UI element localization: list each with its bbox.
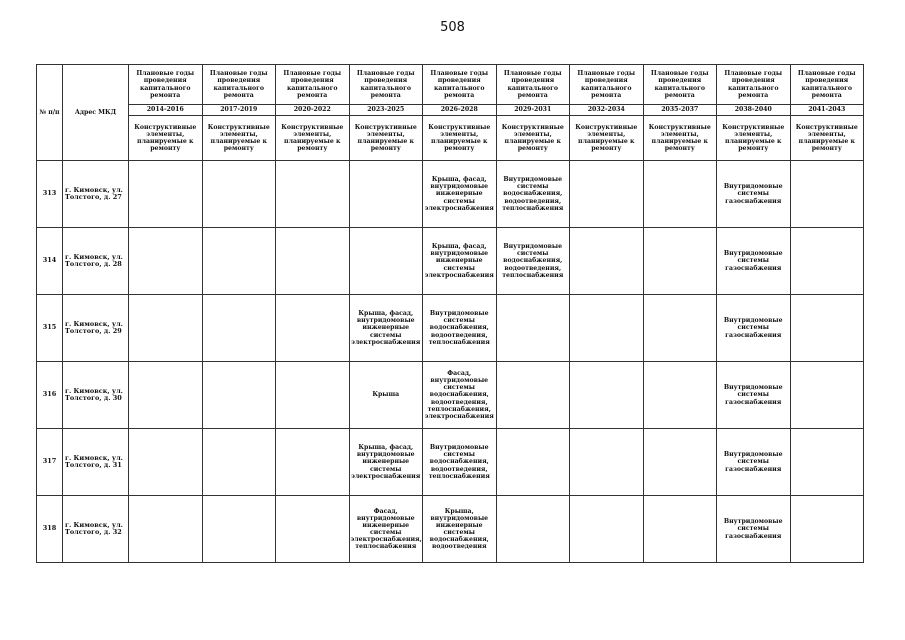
header-elements-label: Конструктивные элементы, планируемые к ремонту	[790, 116, 864, 161]
header-period-years: 2029-2031	[496, 105, 570, 116]
repair-elements-cell	[570, 362, 644, 429]
header-elements-label: Конструктивные элементы, планируемые к ремонту	[202, 116, 276, 161]
repair-elements-cell: Внутридомовые системы водоснабжения, водоотведения, теплоснабжения	[496, 161, 570, 228]
header-period-years: 2041-2043	[790, 105, 864, 116]
repair-elements-cell	[790, 429, 864, 496]
repair-elements-cell	[276, 496, 350, 563]
header-elements-label: Конструктивные элементы, планируемые к ремонту	[349, 116, 423, 161]
header-period-years: 2023-2025	[349, 105, 423, 116]
repair-elements-cell	[276, 429, 350, 496]
row-number: 316	[37, 362, 63, 429]
repair-elements-cell: Крыша	[349, 362, 423, 429]
table-row	[37, 161, 864, 228]
header-period-years: 2014-2016	[129, 105, 203, 116]
header-period-title: Плановые годы проведения капитального ремонта	[717, 65, 791, 105]
repair-elements-cell	[129, 295, 203, 362]
repair-elements-cell	[276, 228, 350, 295]
header-elements-label: Конструктивные элементы, планируемые к ремонту	[129, 116, 203, 161]
header-period-title: Плановые годы проведения капитального ремонта	[129, 65, 203, 105]
repair-elements-cell: Внутридомовые системы газоснабжения	[717, 362, 791, 429]
repair-elements-cell	[570, 295, 644, 362]
header-elements-label: Конструктивные элементы, планируемые к ремонту	[496, 116, 570, 161]
repair-elements-cell	[129, 228, 203, 295]
repair-elements-cell	[129, 362, 203, 429]
row-address: г. Кимовск, ул. Толстого, д. 27	[63, 161, 129, 228]
repair-elements-cell	[496, 295, 570, 362]
repair-elements-cell: Крыша, фасад, внутридомовые инженерные системы электроснабжения	[349, 429, 423, 496]
repair-elements-cell: Внутридомовые системы газоснабжения	[717, 496, 791, 563]
repair-elements-cell	[202, 362, 276, 429]
repair-elements-cell	[349, 228, 423, 295]
repair-elements-cell	[129, 496, 203, 563]
repair-elements-cell: Фасад, внутридомовые инженерные системы электроснабжения, теплоснабжения	[349, 496, 423, 563]
repair-elements-cell: Внутридомовые системы газоснабжения	[717, 295, 791, 362]
row-address: г. Кимовск, ул. Толстого, д. 30	[63, 362, 129, 429]
header-elements-label: Конструктивные элементы, планируемые к ремонту	[276, 116, 350, 161]
header-period-title: Плановые годы проведения капитального ремонта	[202, 65, 276, 105]
repair-elements-cell	[129, 161, 203, 228]
header-address: Адрес МКД	[63, 65, 129, 161]
repair-elements-cell	[790, 362, 864, 429]
header-period-years: 2026-2028	[423, 105, 497, 116]
repair-elements-cell: Внутридомовые системы газоснабжения	[717, 161, 791, 228]
row-address: г. Кимовск, ул. Толстого, д. 32	[63, 496, 129, 563]
repair-elements-cell: Крыша, фасад, внутридомовые инженерные системы электроснабжения	[349, 295, 423, 362]
repair-elements-cell: Внутридомовые системы газоснабжения	[717, 228, 791, 295]
header-elements-label: Конструктивные элементы, планируемые к ремонту	[643, 116, 717, 161]
repair-elements-cell: Внутридомовые системы газоснабжения	[717, 429, 791, 496]
page-number: 508	[440, 20, 465, 35]
repair-elements-cell: Внутридомовые системы водоснабжения, водоотведения, теплоснабжения	[496, 228, 570, 295]
row-address: г. Кимовск, ул. Толстого, д. 28	[63, 228, 129, 295]
repair-elements-cell	[643, 496, 717, 563]
repair-elements-cell	[202, 295, 276, 362]
header-period-title: Плановые годы проведения капитального ремонта	[276, 65, 350, 105]
header-period-title: Плановые годы проведения капитального ремонта	[570, 65, 644, 105]
repair-elements-cell	[202, 496, 276, 563]
repair-elements-cell	[129, 429, 203, 496]
repair-elements-cell	[643, 161, 717, 228]
repair-elements-cell	[790, 161, 864, 228]
repair-elements-cell: Внутридомовые системы водоснабжения, водоотведения, теплоснабжения	[423, 429, 497, 496]
header-period-title: Плановые годы проведения капитального ремонта	[423, 65, 497, 105]
repair-elements-cell	[570, 161, 644, 228]
row-address: г. Кимовск, ул. Толстого, д. 29	[63, 295, 129, 362]
repair-elements-cell: Крыша, внутридомовые инженерные системы водоснабжения, водоотведения	[423, 496, 497, 563]
repair-elements-cell	[790, 228, 864, 295]
header-period-title: Плановые годы проведения капитального ремонта	[496, 65, 570, 105]
table-row	[37, 228, 864, 295]
repair-elements-cell: Крыша, фасад, внутридомовые инженерные системы электроснабжения	[423, 161, 497, 228]
repair-elements-cell	[202, 429, 276, 496]
header-period-years: 2035-2037	[643, 105, 717, 116]
header-period-title: Плановые годы проведения капитального ремонта	[349, 65, 423, 105]
repair-elements-cell	[276, 295, 350, 362]
repair-elements-cell: Внутридомовые системы водоснабжения, водоотведения, теплоснабжения	[423, 295, 497, 362]
header-num: № п/п	[37, 65, 63, 161]
header-period-years: 2020-2022	[276, 105, 350, 116]
repair-elements-cell	[643, 362, 717, 429]
table-row	[37, 295, 864, 362]
row-number: 318	[37, 496, 63, 563]
header-elements-label: Конструктивные элементы, планируемые к ремонту	[423, 116, 497, 161]
capital-repair-table	[36, 64, 864, 563]
repair-elements-cell	[790, 295, 864, 362]
repair-elements-cell	[790, 496, 864, 563]
table-row	[37, 429, 864, 496]
header-period-title: Плановые годы проведения капитального ремонта	[790, 65, 864, 105]
header-period-years: 2017-2019	[202, 105, 276, 116]
repair-elements-cell	[202, 161, 276, 228]
repair-elements-cell: Фасад, внутридомовые системы водоснабжения, водоотведения, теплоснабжения, электроснабжения	[423, 362, 497, 429]
repair-elements-cell	[570, 496, 644, 563]
header-elements-label: Конструктивные элементы, планируемые к ремонту	[570, 116, 644, 161]
repair-elements-cell	[276, 362, 350, 429]
row-address: г. Кимовск, ул. Толстого, д. 31	[63, 429, 129, 496]
header-period-years: 2032-2034	[570, 105, 644, 116]
header-period-years: 2038-2040	[717, 105, 791, 116]
repair-elements-cell	[496, 429, 570, 496]
repair-elements-cell	[570, 228, 644, 295]
repair-elements-cell	[496, 496, 570, 563]
row-number: 314	[37, 228, 63, 295]
row-number: 317	[37, 429, 63, 496]
repair-elements-cell	[202, 228, 276, 295]
repair-elements-cell	[570, 429, 644, 496]
table-row	[37, 362, 864, 429]
table-row	[37, 496, 864, 563]
row-number: 315	[37, 295, 63, 362]
repair-elements-cell	[643, 429, 717, 496]
repair-elements-cell	[643, 295, 717, 362]
header-period-title: Плановые годы проведения капитального ремонта	[643, 65, 717, 105]
row-number: 313	[37, 161, 63, 228]
repair-elements-cell	[276, 161, 350, 228]
repair-elements-cell	[496, 362, 570, 429]
repair-elements-cell	[349, 161, 423, 228]
repair-elements-cell	[643, 228, 717, 295]
header-elements-label: Конструктивные элементы, планируемые к ремонту	[717, 116, 791, 161]
repair-elements-cell: Крыша, фасад, внутридомовые инженерные системы электроснабжения	[423, 228, 497, 295]
